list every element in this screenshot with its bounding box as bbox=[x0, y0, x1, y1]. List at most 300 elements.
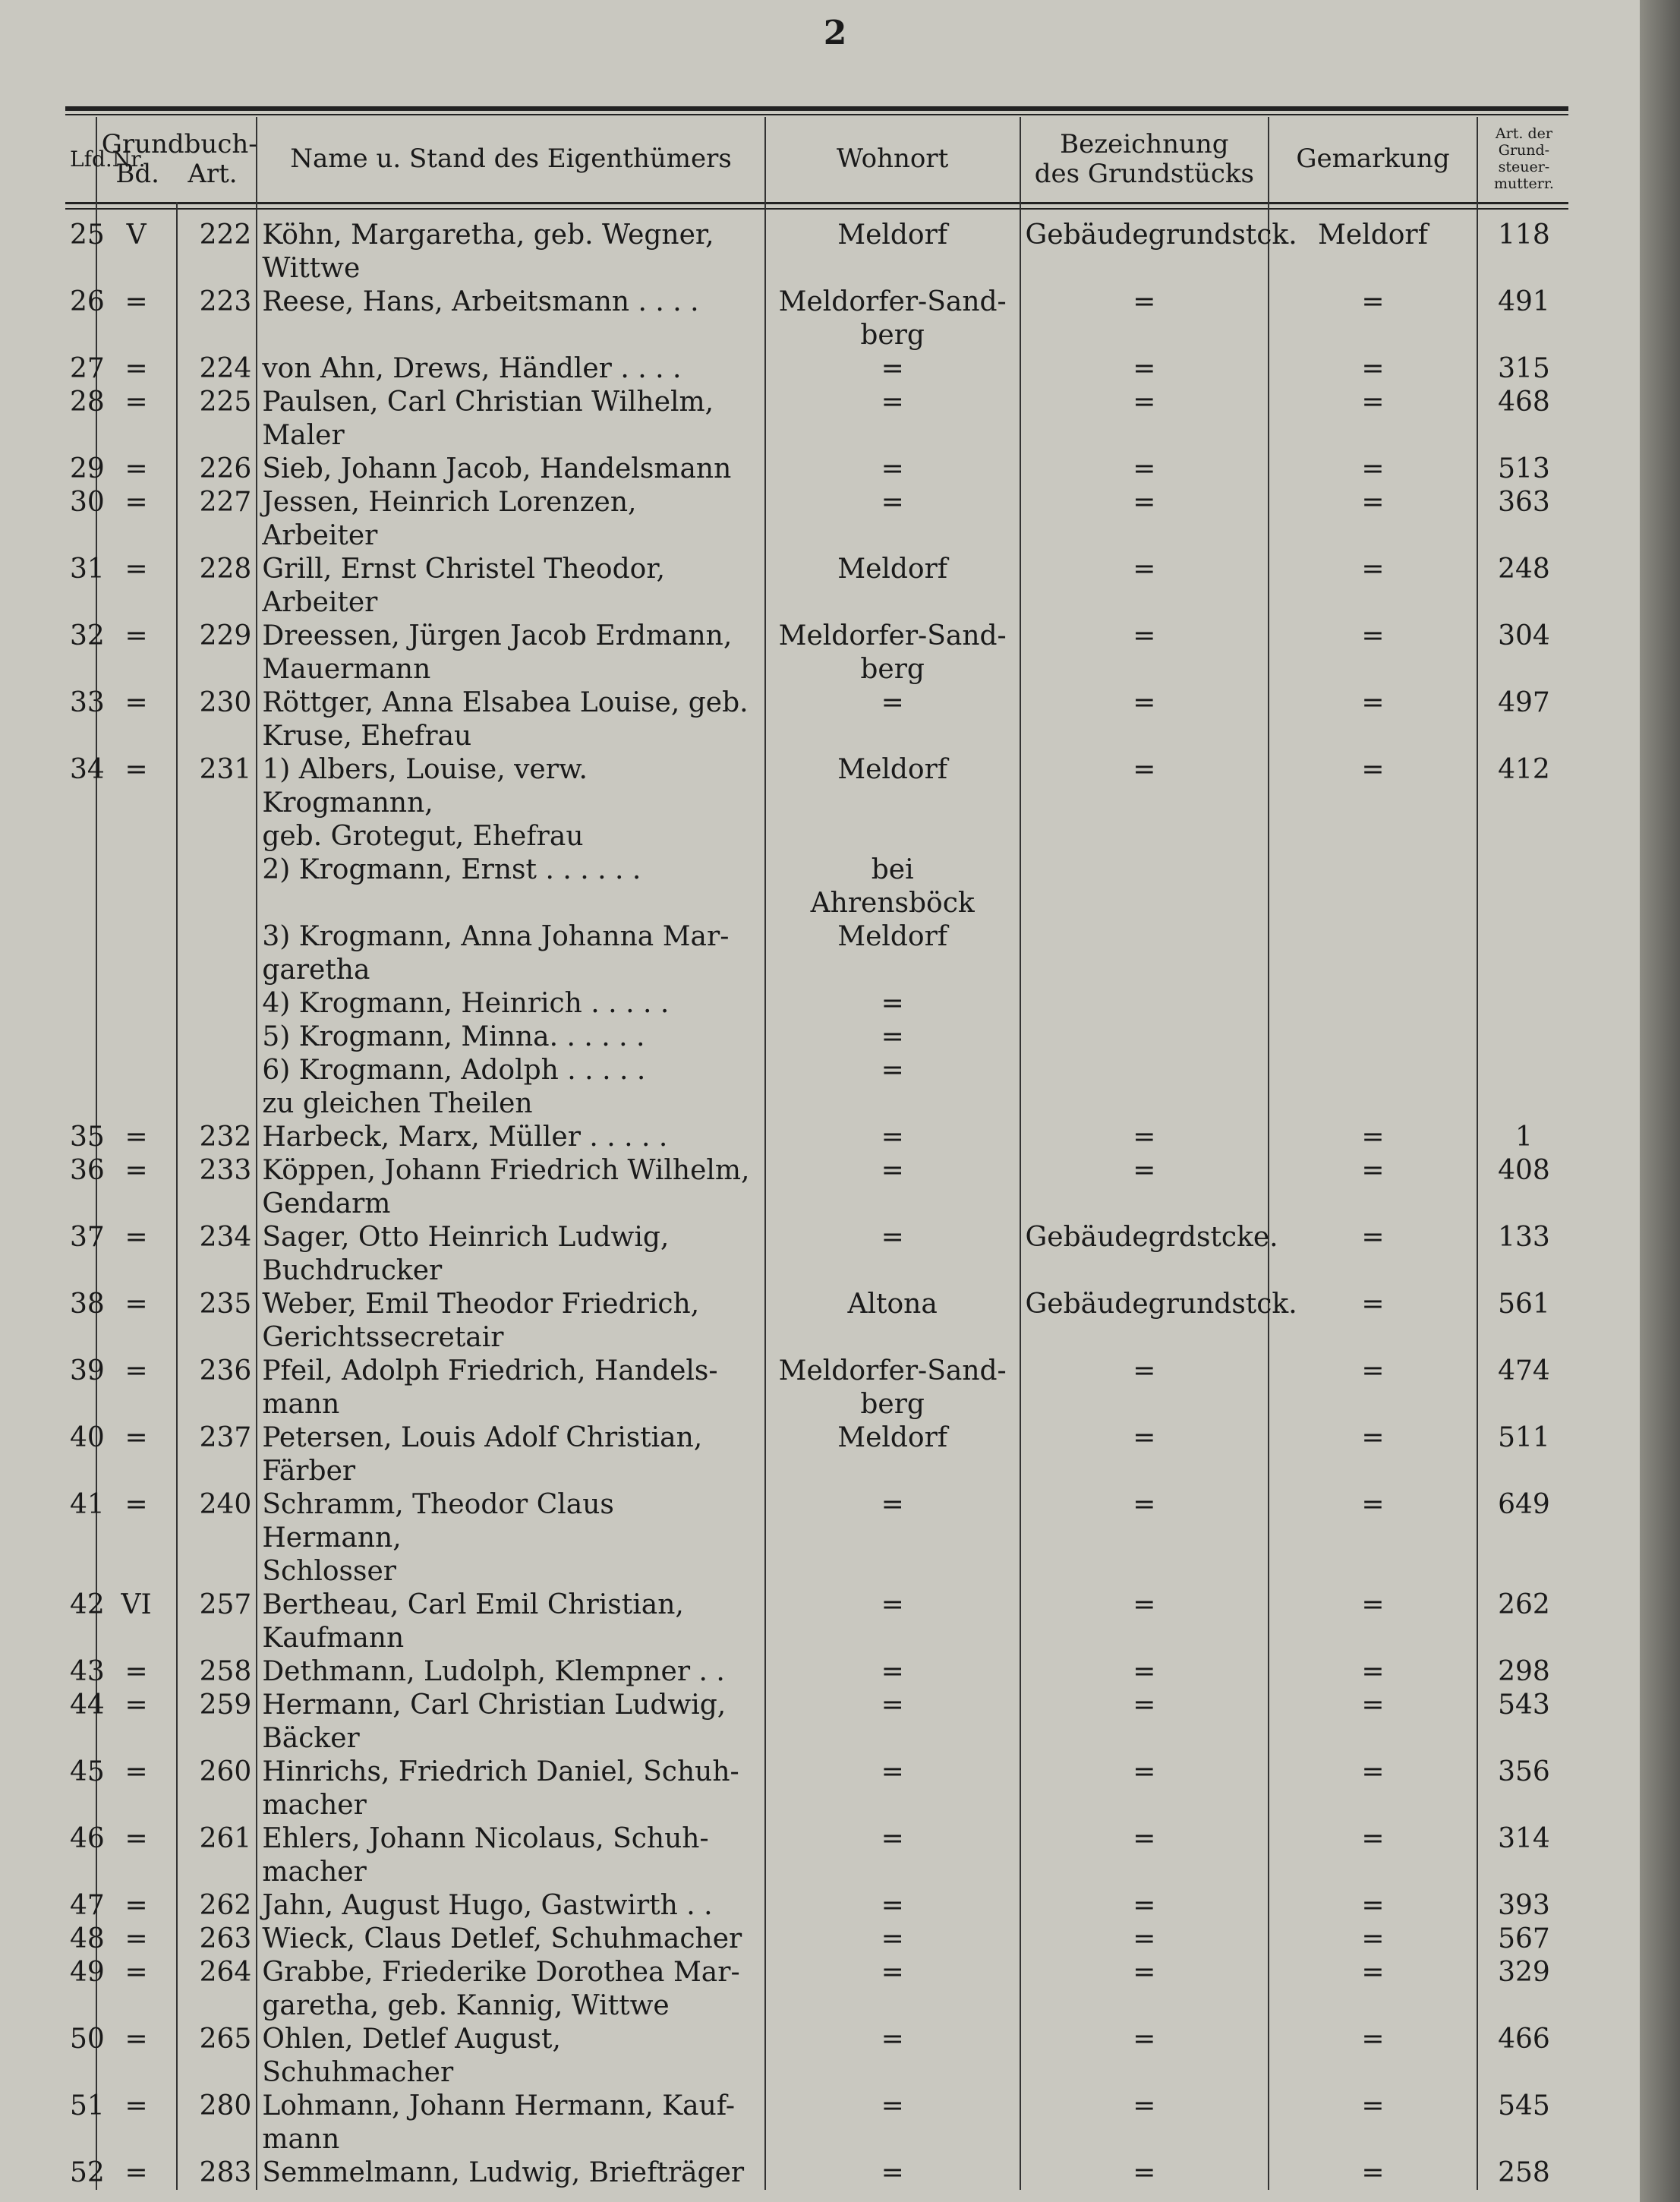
row-band: = bbox=[96, 1121, 177, 1154]
row-band: = bbox=[96, 1689, 177, 1756]
row-band: = bbox=[96, 686, 177, 753]
row-wohnort: Meldorf bbox=[765, 553, 1020, 620]
row-nr: 44 bbox=[70, 1689, 105, 1721]
row-wohnort: = bbox=[765, 1689, 1020, 1756]
row-steuer-art: 545 bbox=[1477, 2090, 1570, 2156]
row-nr: 37 bbox=[70, 1222, 105, 1253]
table-row bbox=[65, 1689, 1570, 1756]
table-row bbox=[65, 1054, 1570, 1121]
row-steuer-art: 315 bbox=[1477, 352, 1570, 386]
row-steuer-art bbox=[1477, 853, 1570, 920]
row-nr: 35 bbox=[70, 1122, 105, 1153]
table-row bbox=[65, 1221, 1570, 1288]
table-row bbox=[65, 1288, 1570, 1355]
row-artikel: 224 bbox=[177, 352, 257, 386]
table-row bbox=[65, 853, 1570, 920]
row-bezeichnung: = bbox=[1020, 2156, 1269, 2190]
row-bezeichnung: = bbox=[1020, 553, 1269, 620]
row-steuer-art bbox=[1477, 987, 1570, 1021]
row-steuer-art: 1 bbox=[1477, 1121, 1570, 1154]
row-gemarkung: Meldorf bbox=[1269, 219, 1477, 286]
row-wohnort: Meldorfer-Sand- berg bbox=[765, 620, 1020, 686]
row-band: = bbox=[96, 1923, 177, 1956]
table-row bbox=[65, 1822, 1570, 1889]
row-wohnort: = bbox=[765, 386, 1020, 453]
row-owner-name: Grabbe, Friederike Dorothea Mar- garetha, geb. Kannig, Wittwe bbox=[257, 1956, 764, 2023]
row-gemarkung: = bbox=[1269, 1154, 1477, 1221]
row-bezeichnung: = bbox=[1020, 1756, 1269, 1822]
row-steuer-art: 356 bbox=[1477, 1756, 1570, 1822]
row-wohnort: = bbox=[765, 1822, 1020, 1889]
table-row bbox=[65, 1021, 1570, 1054]
row-bezeichnung: = bbox=[1020, 2090, 1269, 2156]
row-nr: 46 bbox=[70, 1823, 105, 1854]
table-row bbox=[65, 1355, 1570, 1421]
row-gemarkung: = bbox=[1269, 1121, 1477, 1154]
row-nr: 45 bbox=[70, 1756, 105, 1787]
row-owner-name: Röttger, Anna Elsabea Louise, geb. Kruse, Ehefrau bbox=[257, 686, 764, 753]
property-register-table bbox=[65, 117, 1570, 2190]
row-owner-name: Pfeil, Adolph Friedrich, Handels- mann bbox=[257, 1355, 764, 1421]
row-owner-name: von Ahn, Drews, Händler . . . . bbox=[257, 352, 764, 386]
row-wohnort: = bbox=[765, 453, 1020, 486]
row-gemarkung: = bbox=[1269, 352, 1477, 386]
row-owner-name: Semmelmann, Ludwig, Briefträger bbox=[257, 2156, 764, 2190]
header-bezeichnung bbox=[1020, 117, 1269, 202]
row-bezeichnung: = bbox=[1020, 620, 1269, 686]
row-steuer-art: 474 bbox=[1477, 1355, 1570, 1421]
row-band: VI bbox=[96, 1588, 177, 1655]
row-band: = bbox=[96, 1355, 177, 1421]
row-nr: 39 bbox=[70, 1355, 105, 1387]
table-row bbox=[65, 1923, 1570, 1956]
row-band: = bbox=[96, 1154, 177, 1221]
row-owner-name: Jahn, August Hugo, Gastwirth . . bbox=[257, 1889, 764, 1923]
row-wohnort: = bbox=[765, 1588, 1020, 1655]
row-artikel: 261 bbox=[177, 1822, 257, 1889]
row-steuer-art: 133 bbox=[1477, 1221, 1570, 1288]
row-steuer-art: 329 bbox=[1477, 1956, 1570, 2023]
row-bezeichnung: = bbox=[1020, 1488, 1269, 1588]
header-steuer-line4: mutterr. bbox=[1493, 175, 1554, 192]
header-bd: Bd. bbox=[115, 159, 159, 189]
row-bezeichnung: = bbox=[1020, 1822, 1269, 1889]
row-steuer-art: 561 bbox=[1477, 1288, 1570, 1355]
table-row bbox=[65, 1756, 1570, 1822]
row-bezeichnung bbox=[1020, 1021, 1269, 1054]
row-nr: 26 bbox=[70, 286, 105, 317]
row-artikel: 223 bbox=[177, 286, 257, 352]
header-row bbox=[65, 117, 1570, 202]
row-gemarkung: = bbox=[1269, 2023, 1477, 2090]
row-band: = bbox=[96, 553, 177, 620]
row-steuer-art: 513 bbox=[1477, 453, 1570, 486]
row-owner-name: Paulsen, Carl Christian Wilhelm, Maler bbox=[257, 386, 764, 453]
row-steuer-art: 393 bbox=[1477, 1889, 1570, 1923]
row-gemarkung: = bbox=[1269, 1956, 1477, 2023]
row-gemarkung: = bbox=[1269, 386, 1477, 453]
table-row bbox=[65, 2023, 1570, 2090]
row-band: = bbox=[96, 352, 177, 386]
row-artikel: 234 bbox=[177, 1221, 257, 1288]
row-owner-name: Bertheau, Carl Emil Christian, Kaufmann bbox=[257, 1588, 764, 1655]
row-artikel: 283 bbox=[177, 2156, 257, 2190]
row-nr: 52 bbox=[70, 2157, 105, 2188]
header-bezeichnung-line2: des Grundstücks bbox=[1034, 159, 1254, 189]
row-bezeichnung bbox=[1020, 1054, 1269, 1121]
row-band bbox=[96, 853, 177, 920]
table-row bbox=[65, 486, 1570, 553]
row-artikel: 222 bbox=[177, 219, 257, 286]
table-row bbox=[65, 1655, 1570, 1689]
row-nr: 42 bbox=[70, 1589, 105, 1620]
row-steuer-art: 408 bbox=[1477, 1154, 1570, 1221]
table-row bbox=[65, 286, 1570, 352]
table-row bbox=[65, 1154, 1570, 1221]
row-gemarkung: = bbox=[1269, 286, 1477, 352]
row-band: = bbox=[96, 2023, 177, 2090]
row-gemarkung: = bbox=[1269, 1689, 1477, 1756]
row-artikel bbox=[177, 987, 257, 1021]
row-owner-name: Köppen, Johann Friedrich Wilhelm, Gendarm bbox=[257, 1154, 764, 1221]
header-wohnort: Wohnort bbox=[765, 117, 1020, 202]
row-gemarkung: = bbox=[1269, 1923, 1477, 1956]
row-nr: 32 bbox=[70, 620, 105, 651]
row-wohnort: Altona bbox=[765, 1288, 1020, 1355]
row-wohnort: = bbox=[765, 686, 1020, 753]
table-row bbox=[65, 1889, 1570, 1923]
row-nr: 30 bbox=[70, 487, 105, 518]
row-nr: 27 bbox=[70, 353, 105, 384]
row-band bbox=[96, 1021, 177, 1054]
row-band: = bbox=[96, 1956, 177, 2023]
row-wohnort: = bbox=[765, 2090, 1020, 2156]
row-gemarkung: = bbox=[1269, 1756, 1477, 1822]
row-gemarkung: = bbox=[1269, 1889, 1477, 1923]
row-artikel: 240 bbox=[177, 1488, 257, 1588]
row-artikel: 233 bbox=[177, 1154, 257, 1221]
table-row bbox=[65, 753, 1570, 853]
row-band bbox=[96, 987, 177, 1021]
row-wohnort: bei Ahrensböck bbox=[765, 853, 1020, 920]
row-gemarkung: = bbox=[1269, 486, 1477, 553]
row-gemarkung: = bbox=[1269, 1355, 1477, 1421]
row-steuer-art: 262 bbox=[1477, 1588, 1570, 1655]
row-bezeichnung: = bbox=[1020, 453, 1269, 486]
row-band: = bbox=[96, 753, 177, 853]
row-steuer-art: 491 bbox=[1477, 286, 1570, 352]
row-nr: 29 bbox=[70, 453, 105, 484]
row-owner-name: 5) Krogmann, Minna. . . . . . bbox=[257, 1021, 764, 1054]
row-wohnort: = bbox=[765, 987, 1020, 1021]
row-band: V bbox=[96, 219, 177, 286]
row-band: = bbox=[96, 1288, 177, 1355]
row-steuer-art: 567 bbox=[1477, 1923, 1570, 1956]
row-bezeichnung: = bbox=[1020, 1655, 1269, 1689]
header-steuer-line2: Grund- bbox=[1498, 142, 1550, 159]
header-steuer-line3: steuer- bbox=[1498, 159, 1550, 175]
row-nr: 50 bbox=[70, 2024, 105, 2055]
row-steuer-art: 258 bbox=[1477, 2156, 1570, 2190]
table-row bbox=[65, 219, 1570, 286]
row-gemarkung bbox=[1269, 1054, 1477, 1121]
row-owner-name: 4) Krogmann, Heinrich . . . . . bbox=[257, 987, 764, 1021]
row-owner-name: 3) Krogmann, Anna Johanna Mar- garetha bbox=[257, 920, 764, 987]
row-band: = bbox=[96, 2090, 177, 2156]
row-gemarkung: = bbox=[1269, 1288, 1477, 1355]
row-artikel: 230 bbox=[177, 686, 257, 753]
row-artikel: 226 bbox=[177, 453, 257, 486]
row-owner-name: 6) Krogmann, Adolph . . . . . zu gleichen Theilen bbox=[257, 1054, 764, 1121]
row-wohnort: = bbox=[765, 1154, 1020, 1221]
row-wohnort: = bbox=[765, 1121, 1020, 1154]
row-wohnort: = bbox=[765, 1756, 1020, 1822]
row-gemarkung: = bbox=[1269, 686, 1477, 753]
row-nr: 43 bbox=[70, 1656, 105, 1687]
row-steuer-art: 649 bbox=[1477, 1488, 1570, 1588]
row-wohnort: Meldorfer-Sand- berg bbox=[765, 1355, 1020, 1421]
row-artikel bbox=[177, 920, 257, 987]
table-row bbox=[65, 1956, 1570, 2023]
header-rule-top-thin bbox=[65, 114, 1568, 115]
row-nr: 41 bbox=[70, 1489, 105, 1520]
header-grundbuch bbox=[96, 117, 257, 202]
row-band: = bbox=[96, 1488, 177, 1588]
header-name: Name u. Stand des Eigenthümers bbox=[257, 117, 764, 202]
row-gemarkung: = bbox=[1269, 453, 1477, 486]
row-band: = bbox=[96, 1421, 177, 1488]
row-bezeichnung: = bbox=[1020, 1355, 1269, 1421]
row-wohnort: = bbox=[765, 1021, 1020, 1054]
row-gemarkung: = bbox=[1269, 1588, 1477, 1655]
row-artikel: 231 bbox=[177, 753, 257, 853]
row-bezeichnung: = bbox=[1020, 1121, 1269, 1154]
header-grundbuch-label: Grundbuch- bbox=[101, 128, 257, 159]
row-band: = bbox=[96, 286, 177, 352]
row-wohnort: = bbox=[765, 1488, 1020, 1588]
row-wohnort: = bbox=[765, 1054, 1020, 1121]
row-nr: 34 bbox=[70, 754, 105, 785]
row-wohnort: Meldorfer-Sand- berg bbox=[765, 286, 1020, 352]
row-bezeichnung bbox=[1020, 920, 1269, 987]
row-band bbox=[96, 1054, 177, 1121]
row-bezeichnung: = bbox=[1020, 1421, 1269, 1488]
row-bezeichnung: = bbox=[1020, 1923, 1269, 1956]
row-wohnort: = bbox=[765, 2023, 1020, 2090]
row-bezeichnung: = bbox=[1020, 1889, 1269, 1923]
row-artikel: 228 bbox=[177, 553, 257, 620]
row-band: = bbox=[96, 1756, 177, 1822]
row-gemarkung: = bbox=[1269, 553, 1477, 620]
row-artikel: 232 bbox=[177, 1121, 257, 1154]
row-owner-name: Dreessen, Jürgen Jacob Erdmann, Mauermann bbox=[257, 620, 764, 686]
row-owner-name: Wieck, Claus Detlef, Schuhmacher bbox=[257, 1923, 764, 1956]
header-steuer-art bbox=[1477, 117, 1570, 202]
row-steuer-art: 468 bbox=[1477, 386, 1570, 453]
row-steuer-art: 412 bbox=[1477, 753, 1570, 853]
row-bezeichnung bbox=[1020, 987, 1269, 1021]
table-row bbox=[65, 386, 1570, 453]
row-bezeichnung: Gebäudegrundstck. bbox=[1020, 1288, 1269, 1355]
row-band: = bbox=[96, 2156, 177, 2190]
table-row bbox=[65, 553, 1570, 620]
row-nr: 31 bbox=[70, 554, 105, 585]
row-steuer-art: 298 bbox=[1477, 1655, 1570, 1689]
row-artikel: 227 bbox=[177, 486, 257, 553]
row-nr: 48 bbox=[70, 1923, 105, 1954]
row-artikel bbox=[177, 1054, 257, 1121]
row-band: = bbox=[96, 486, 177, 553]
table-row bbox=[65, 686, 1570, 753]
row-owner-name: Sieb, Johann Jacob, Handelsmann bbox=[257, 453, 764, 486]
row-wohnort: Meldorf bbox=[765, 1421, 1020, 1488]
row-owner-name: Ehlers, Johann Nicolaus, Schuh- macher bbox=[257, 1822, 764, 1889]
row-owner-name: Reese, Hans, Arbeitsmann . . . . bbox=[257, 286, 764, 352]
row-nr: 25 bbox=[70, 219, 105, 251]
row-wohnort: = bbox=[765, 1923, 1020, 1956]
row-artikel: 236 bbox=[177, 1355, 257, 1421]
row-gemarkung: = bbox=[1269, 1221, 1477, 1288]
row-wohnort: Meldorf bbox=[765, 920, 1020, 987]
row-wohnort: = bbox=[765, 352, 1020, 386]
table-row bbox=[65, 920, 1570, 987]
row-steuer-art: 497 bbox=[1477, 686, 1570, 753]
row-gemarkung: = bbox=[1269, 1655, 1477, 1689]
row-owner-name: Weber, Emil Theodor Friedrich, Gerichtssecretair bbox=[257, 1288, 764, 1355]
row-bezeichnung: = bbox=[1020, 2023, 1269, 2090]
row-nr: 33 bbox=[70, 687, 105, 718]
row-steuer-art bbox=[1477, 920, 1570, 987]
row-owner-name: Köhn, Margaretha, geb. Wegner, Wittwe bbox=[257, 219, 764, 286]
row-steuer-art: 363 bbox=[1477, 486, 1570, 553]
row-gemarkung: = bbox=[1269, 2090, 1477, 2156]
row-nr: 47 bbox=[70, 1890, 105, 1921]
row-band: = bbox=[96, 1655, 177, 1689]
header-art: Art. bbox=[188, 159, 238, 189]
header-bezeichnung-line1: Bezeichnung bbox=[1060, 128, 1229, 159]
row-wohnort: = bbox=[765, 2156, 1020, 2190]
row-gemarkung: = bbox=[1269, 1822, 1477, 1889]
table-row bbox=[65, 987, 1570, 1021]
row-nr: 40 bbox=[70, 1422, 105, 1453]
table-row bbox=[65, 1121, 1570, 1154]
row-artikel bbox=[177, 1021, 257, 1054]
row-wohnort: = bbox=[765, 1889, 1020, 1923]
row-owner-name: Petersen, Louis Adolf Christian, Färber bbox=[257, 1421, 764, 1488]
row-artikel: 265 bbox=[177, 2023, 257, 2090]
row-nr bbox=[65, 987, 96, 1021]
row-bezeichnung: = bbox=[1020, 686, 1269, 753]
row-bezeichnung: Gebäudegrdstcke. bbox=[1020, 1221, 1269, 1288]
row-bezeichnung bbox=[1020, 853, 1269, 920]
row-bezeichnung: = bbox=[1020, 286, 1269, 352]
row-steuer-art: 304 bbox=[1477, 620, 1570, 686]
header-rule-top bbox=[65, 106, 1568, 111]
header-gemarkung: Gemarkung bbox=[1269, 117, 1477, 202]
row-artikel bbox=[177, 853, 257, 920]
row-artikel: 259 bbox=[177, 1689, 257, 1756]
row-wohnort: = bbox=[765, 1956, 1020, 2023]
row-nr: 28 bbox=[70, 386, 105, 418]
table-row bbox=[65, 2156, 1570, 2190]
row-nr: 38 bbox=[70, 1289, 105, 1320]
table-row bbox=[65, 620, 1570, 686]
row-bezeichnung: Gebäudegrundstck. bbox=[1020, 219, 1269, 286]
page-number: 2 bbox=[823, 14, 847, 52]
row-bezeichnung: = bbox=[1020, 1689, 1269, 1756]
row-gemarkung bbox=[1269, 853, 1477, 920]
row-artikel: 260 bbox=[177, 1756, 257, 1822]
row-wohnort: = bbox=[765, 486, 1020, 553]
row-band bbox=[96, 920, 177, 987]
row-band: = bbox=[96, 1889, 177, 1923]
row-gemarkung: = bbox=[1269, 753, 1477, 853]
row-bezeichnung: = bbox=[1020, 386, 1269, 453]
row-band: = bbox=[96, 620, 177, 686]
row-artikel: 257 bbox=[177, 1588, 257, 1655]
row-artikel: 264 bbox=[177, 1956, 257, 2023]
row-steuer-art bbox=[1477, 1054, 1570, 1121]
table-row bbox=[65, 2090, 1570, 2156]
table-row bbox=[65, 1488, 1570, 1588]
row-artikel: 237 bbox=[177, 1421, 257, 1488]
row-bezeichnung: = bbox=[1020, 352, 1269, 386]
row-gemarkung: = bbox=[1269, 620, 1477, 686]
row-artikel: 280 bbox=[177, 2090, 257, 2156]
row-artikel: 258 bbox=[177, 1655, 257, 1689]
row-gemarkung: = bbox=[1269, 2156, 1477, 2190]
row-gemarkung bbox=[1269, 920, 1477, 987]
row-steuer-art: 248 bbox=[1477, 553, 1570, 620]
header-steuer-line1: Art. der bbox=[1495, 125, 1552, 143]
row-owner-name: Grill, Ernst Christel Theodor, Arbeiter bbox=[257, 553, 764, 620]
row-owner-name: Schramm, Theodor Claus Hermann, Schlosser bbox=[257, 1488, 764, 1588]
row-steuer-art: 314 bbox=[1477, 1822, 1570, 1889]
table-row bbox=[65, 1421, 1570, 1488]
row-gemarkung: = bbox=[1269, 1421, 1477, 1488]
row-steuer-art: 466 bbox=[1477, 2023, 1570, 2090]
row-artikel: 225 bbox=[177, 386, 257, 453]
row-steuer-art bbox=[1477, 1021, 1570, 1054]
row-wohnort: Meldorf bbox=[765, 219, 1020, 286]
book-spine-shadow bbox=[1640, 0, 1680, 2202]
row-bezeichnung: = bbox=[1020, 1588, 1269, 1655]
row-artikel: 263 bbox=[177, 1923, 257, 1956]
row-owner-name: Jessen, Heinrich Lorenzen, Arbeiter bbox=[257, 486, 764, 553]
row-gemarkung bbox=[1269, 1021, 1477, 1054]
row-band: = bbox=[96, 1221, 177, 1288]
row-steuer-art: 543 bbox=[1477, 1689, 1570, 1756]
row-nr: 51 bbox=[70, 2090, 105, 2122]
row-owner-name: 1) Albers, Louise, verw. Krogmannn, geb. Grotegut, Ehefrau bbox=[257, 753, 764, 853]
register-body bbox=[65, 219, 1570, 2190]
row-artikel: 229 bbox=[177, 620, 257, 686]
row-nr bbox=[65, 853, 96, 920]
row-band: = bbox=[96, 1822, 177, 1889]
row-band: = bbox=[96, 386, 177, 453]
row-nr: 36 bbox=[70, 1155, 105, 1186]
row-owner-name: Sager, Otto Heinrich Ludwig, Buchdrucker bbox=[257, 1221, 764, 1288]
row-artikel: 262 bbox=[177, 1889, 257, 1923]
row-nr: 49 bbox=[70, 1957, 105, 1988]
row-nr bbox=[65, 920, 96, 987]
row-bezeichnung: = bbox=[1020, 1956, 1269, 2023]
row-bezeichnung: = bbox=[1020, 753, 1269, 853]
row-owner-name: 2) Krogmann, Ernst . . . . . . bbox=[257, 853, 764, 920]
row-owner-name: Ohlen, Detlef August, Schuhmacher bbox=[257, 2023, 764, 2090]
table-row bbox=[65, 453, 1570, 486]
row-owner-name: Harbeck, Marx, Müller . . . . . bbox=[257, 1121, 764, 1154]
